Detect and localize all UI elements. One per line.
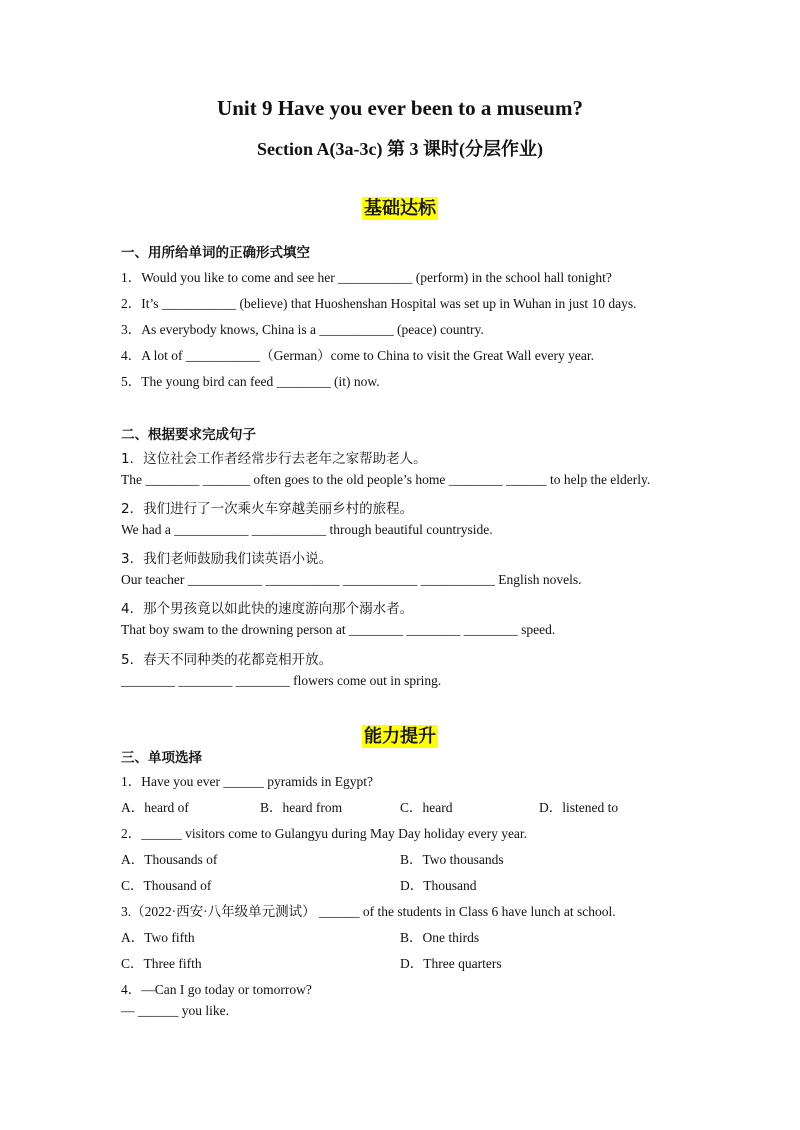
level-advanced-heading: 能力提升 <box>364 726 436 747</box>
translate-item-3-en: Our teacher ___________ ___________ ___________ ___________ English novels. <box>121 572 582 587</box>
section1-heading: 一、用所给单词的正确形式填空 <box>121 245 310 261</box>
fill-item-5: 5．The young bird can feed ________ (it) now. <box>121 374 380 389</box>
mc-q3-option-d: D．Three quarters <box>400 956 502 971</box>
mc-question-2: 2．______ visitors come to Gulangyu during May Day holiday every year. <box>121 826 528 841</box>
section2-heading: 二、根据要求完成句子 <box>121 427 256 443</box>
page-title: Unit 9 Have you ever been to a museum? <box>217 96 583 120</box>
page-subtitle: Section A(3a-3c) 第 3 课时(分层作业) <box>257 139 543 159</box>
mc-q4-answer-line: — ______ you like. <box>121 1003 229 1018</box>
section3-heading: 三、单项选择 <box>121 750 202 766</box>
translate-item-4-en: That boy swam to the drowning person at ________ ________ ________ speed. <box>121 622 556 637</box>
fill-item-1: 1．Would you like to come and see her ___________ (perform) in the school hall tonight? <box>121 270 612 285</box>
translate-item-3-cn: 3．我们老师鼓励我们读英语小说。 <box>121 551 333 567</box>
translate-item-2-en: We had a ___________ ___________ through beautiful countryside. <box>121 522 493 537</box>
mc-q2-option-c: C．Thousand of <box>121 878 212 893</box>
mc-q3-option-b: B．One thirds <box>400 930 480 945</box>
mc-question-4: 4．—Can I go today or tomorrow? <box>121 982 312 997</box>
fill-item-2: 2．It’s ___________ (believe) that Huoshenshan Hospital was set up in Wuhan in just 10 days. <box>121 296 637 311</box>
translate-item-1-en: The ________ _______ often goes to the old people’s home ________ ______ to help the elderly. <box>121 472 651 487</box>
mc-q1-option-d: D．listened to <box>539 800 619 815</box>
mc-q2-option-a: A．Thousands of <box>121 852 218 867</box>
translate-item-2-cn: 2．我们进行了一次乘火车穿越美丽乡村的旅程。 <box>121 501 414 517</box>
level-basic-banner <box>0 194 800 220</box>
fill-item-3: 3．As everybody knows, China is a ___________ (peace) country. <box>121 322 484 337</box>
mc-q1-option-c: C．heard <box>400 800 453 815</box>
mc-question-1: 1．Have you ever ______ pyramids in Egypt? <box>121 774 373 789</box>
translate-item-5-cn: 5．春天不同种类的花都竞相开放。 <box>121 652 333 668</box>
mc-q2-option-d: D．Thousand <box>400 878 477 893</box>
mc-q2-option-b: B．Two thousands <box>400 852 504 867</box>
mc-q3-option-a: A．Two fifth <box>121 930 195 945</box>
mc-q1-option-a: A．heard of <box>121 800 189 815</box>
translate-item-5-en: ________ ________ ________ flowers come out in spring. <box>121 673 442 688</box>
mc-q3-option-c: C．Three fifth <box>121 956 202 971</box>
level-advanced-banner <box>0 722 800 748</box>
mc-question-3: 3.（2022·西安·八年级单元测试） ______ of the students in Class 6 have lunch at school. <box>121 904 616 919</box>
translate-item-4-cn: 4．那个男孩竟以如此快的速度游向那个溺水者。 <box>121 601 414 617</box>
level-basic-heading: 基础达标 <box>364 198 436 219</box>
translate-item-1-cn: 1．这位社会工作者经常步行去老年之家帮助老人。 <box>121 451 427 467</box>
mc-q1-option-b: B．heard from <box>260 800 343 815</box>
fill-item-4: 4．A lot of ___________（German）come to China to visit the Great Wall every year. <box>121 348 594 363</box>
